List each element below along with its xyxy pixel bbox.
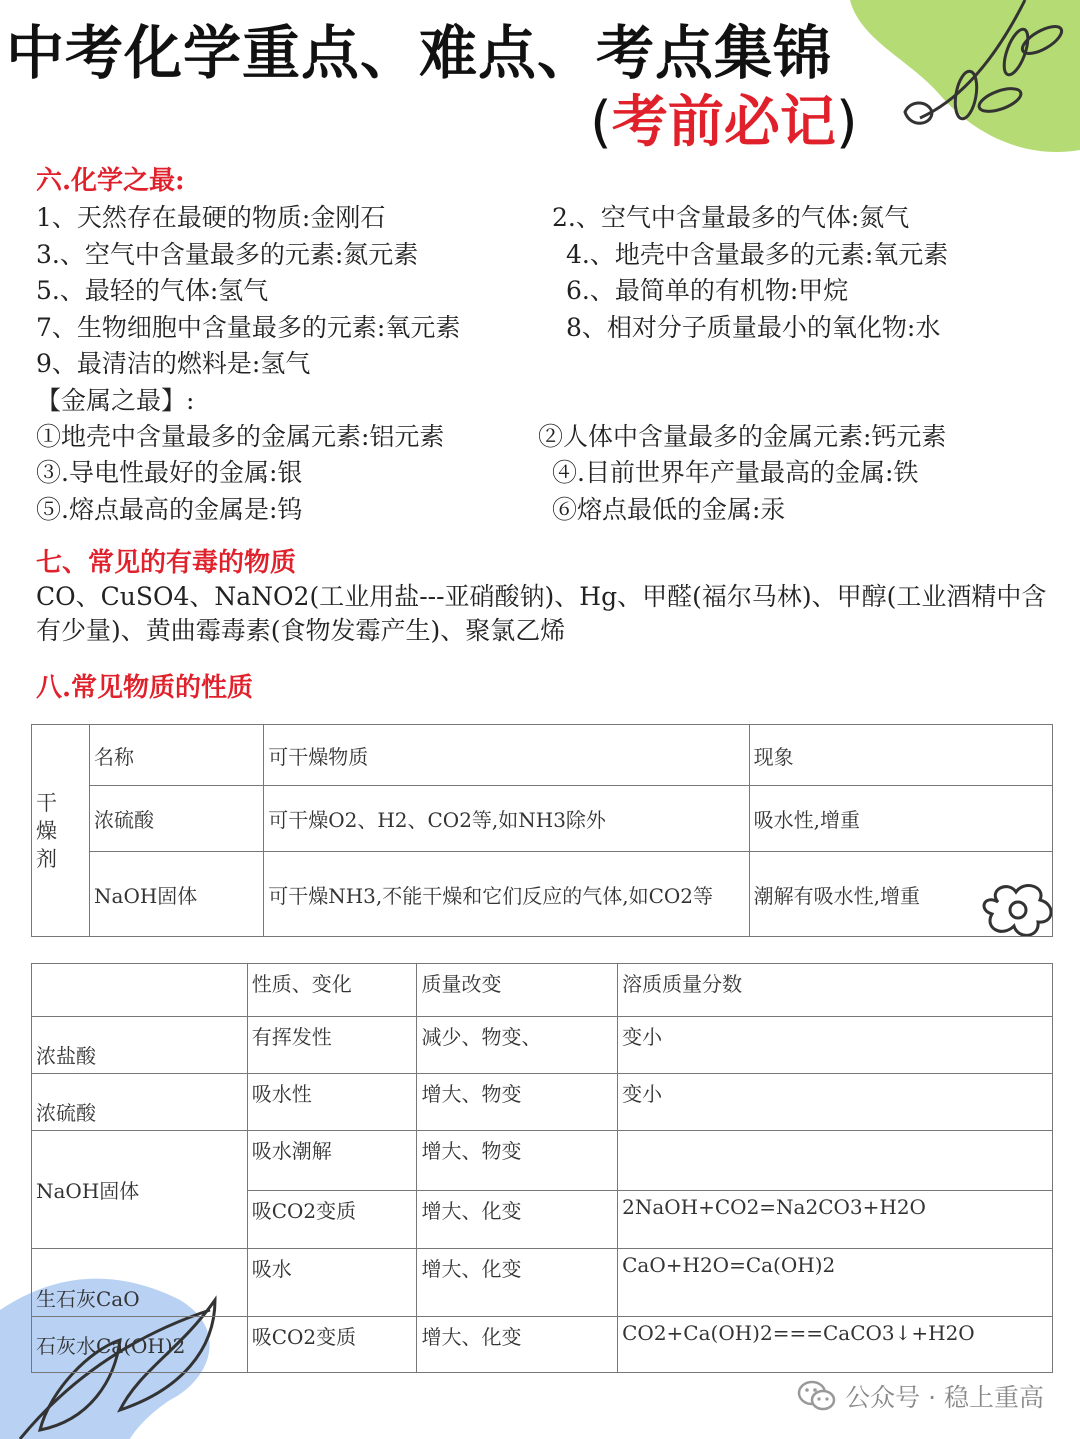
table-header-cell: 质量改变 bbox=[417, 964, 618, 1017]
table-header-cell: 可干燥物质 bbox=[264, 725, 749, 786]
table-header-cell bbox=[32, 964, 248, 1017]
subtitle-text: 考前必记 bbox=[611, 90, 836, 155]
fact-line: 1、天然存在最硬的物质:金刚石 bbox=[36, 203, 386, 232]
properties-table bbox=[31, 963, 1053, 1373]
toxic-substances-text: CO、CuSO4、NaNO2(工业用盐---亚硝酸钠)、Hg、甲醛(福尔马林)、甲醇(工业酒精中含有少量)、黄曲霉毒素(食物发霉产生)、聚氯乙烯 bbox=[36, 582, 1047, 645]
green-leaf-decoration bbox=[820, 0, 1080, 160]
fact-line: ④.目前世界年产量最高的金属:铁 bbox=[552, 458, 919, 487]
fact-line: 7、生物细胞中含量最多的元素:氧元素 bbox=[36, 313, 461, 342]
table-header-cell: 溶质质量分数 bbox=[618, 964, 1053, 1017]
fact-line: 6.、最简单的有机物:甲烷 bbox=[566, 276, 849, 305]
fact-line: ②人体中含量最多的金属元素:钙元素 bbox=[538, 422, 947, 451]
fact-line: ⑤.熔点最高的金属是:钨 bbox=[36, 495, 303, 524]
table-header-cell: 性质、变化 bbox=[247, 964, 417, 1017]
fact-line: ③.导电性最好的金属:银 bbox=[36, 458, 303, 487]
fact-line: 8、相对分子质量最小的氧化物:水 bbox=[566, 313, 941, 342]
section6-heading: 六.化学之最: bbox=[36, 166, 185, 196]
fact-line: ①地壳中含量最多的金属元素:铝元素 bbox=[36, 422, 445, 451]
table-row: NaOH固体 可干燥NH3,不能干燥和它们反应的气体,如CO2等 潮解有吸水性,增重 bbox=[32, 852, 1053, 937]
section7-heading: 七、常见的有毒的物质 bbox=[36, 548, 297, 578]
fact-line: 5.、最轻的气体:氢气 bbox=[36, 276, 269, 305]
watermark-text: 公众号 · 稳上重高 bbox=[845, 1383, 1044, 1412]
table-row: 吸CO2变质 增大、化变 2NaOH+CO2=Na2CO3+H2O bbox=[32, 1191, 1053, 1249]
fact-line: ⑥熔点最低的金属:汞 bbox=[552, 495, 786, 524]
page-title: 中考化学重点、难点、考点集锦 bbox=[6, 19, 833, 87]
table-row: 石灰水Ca(OH)2 吸CO2变质 增大、化变 CO2+Ca(OH)2===CaCO3↓+H2O bbox=[32, 1317, 1053, 1373]
table-row: 生石灰CaO 吸水 增大、化变 CaO+H2O=Ca(OH)2 bbox=[32, 1249, 1053, 1317]
section8-heading: 八.常见物质的性质 bbox=[36, 673, 254, 703]
fact-line: 3.、空气中含量最多的元素:氮元素 bbox=[36, 240, 419, 269]
desiccant-side-label: 干 燥 剂 bbox=[32, 725, 90, 937]
table-row: 浓硫酸 吸水性 增大、物变 变小 bbox=[32, 1074, 1053, 1131]
fact-line: 9、最清洁的燃料是:氢气 bbox=[36, 349, 311, 378]
page-subtitle: (考前必记) bbox=[590, 90, 858, 155]
table-header-cell: 名称 bbox=[90, 725, 264, 786]
desiccant-table bbox=[31, 724, 1053, 937]
watermark bbox=[797, 1378, 1044, 1414]
fact-line: 2.、空气中含量最多的气体:氮气 bbox=[552, 203, 910, 232]
table-row: 浓盐酸 有挥发性 减少、物变、 变小 bbox=[32, 1017, 1053, 1074]
fact-line: 4.、地壳中含量最多的元素:氧元素 bbox=[566, 240, 949, 269]
table-header-cell: 现象 bbox=[749, 725, 1052, 786]
table-row: 浓硫酸 可干燥O2、H2、CO2等,如NH3除外 吸水性,增重 bbox=[32, 786, 1053, 852]
metal-subheading: 【金属之最】: bbox=[36, 386, 195, 415]
table-row: NaOH固体 吸水潮解 增大、物变 bbox=[32, 1131, 1053, 1191]
wechat-icon bbox=[797, 1379, 837, 1413]
